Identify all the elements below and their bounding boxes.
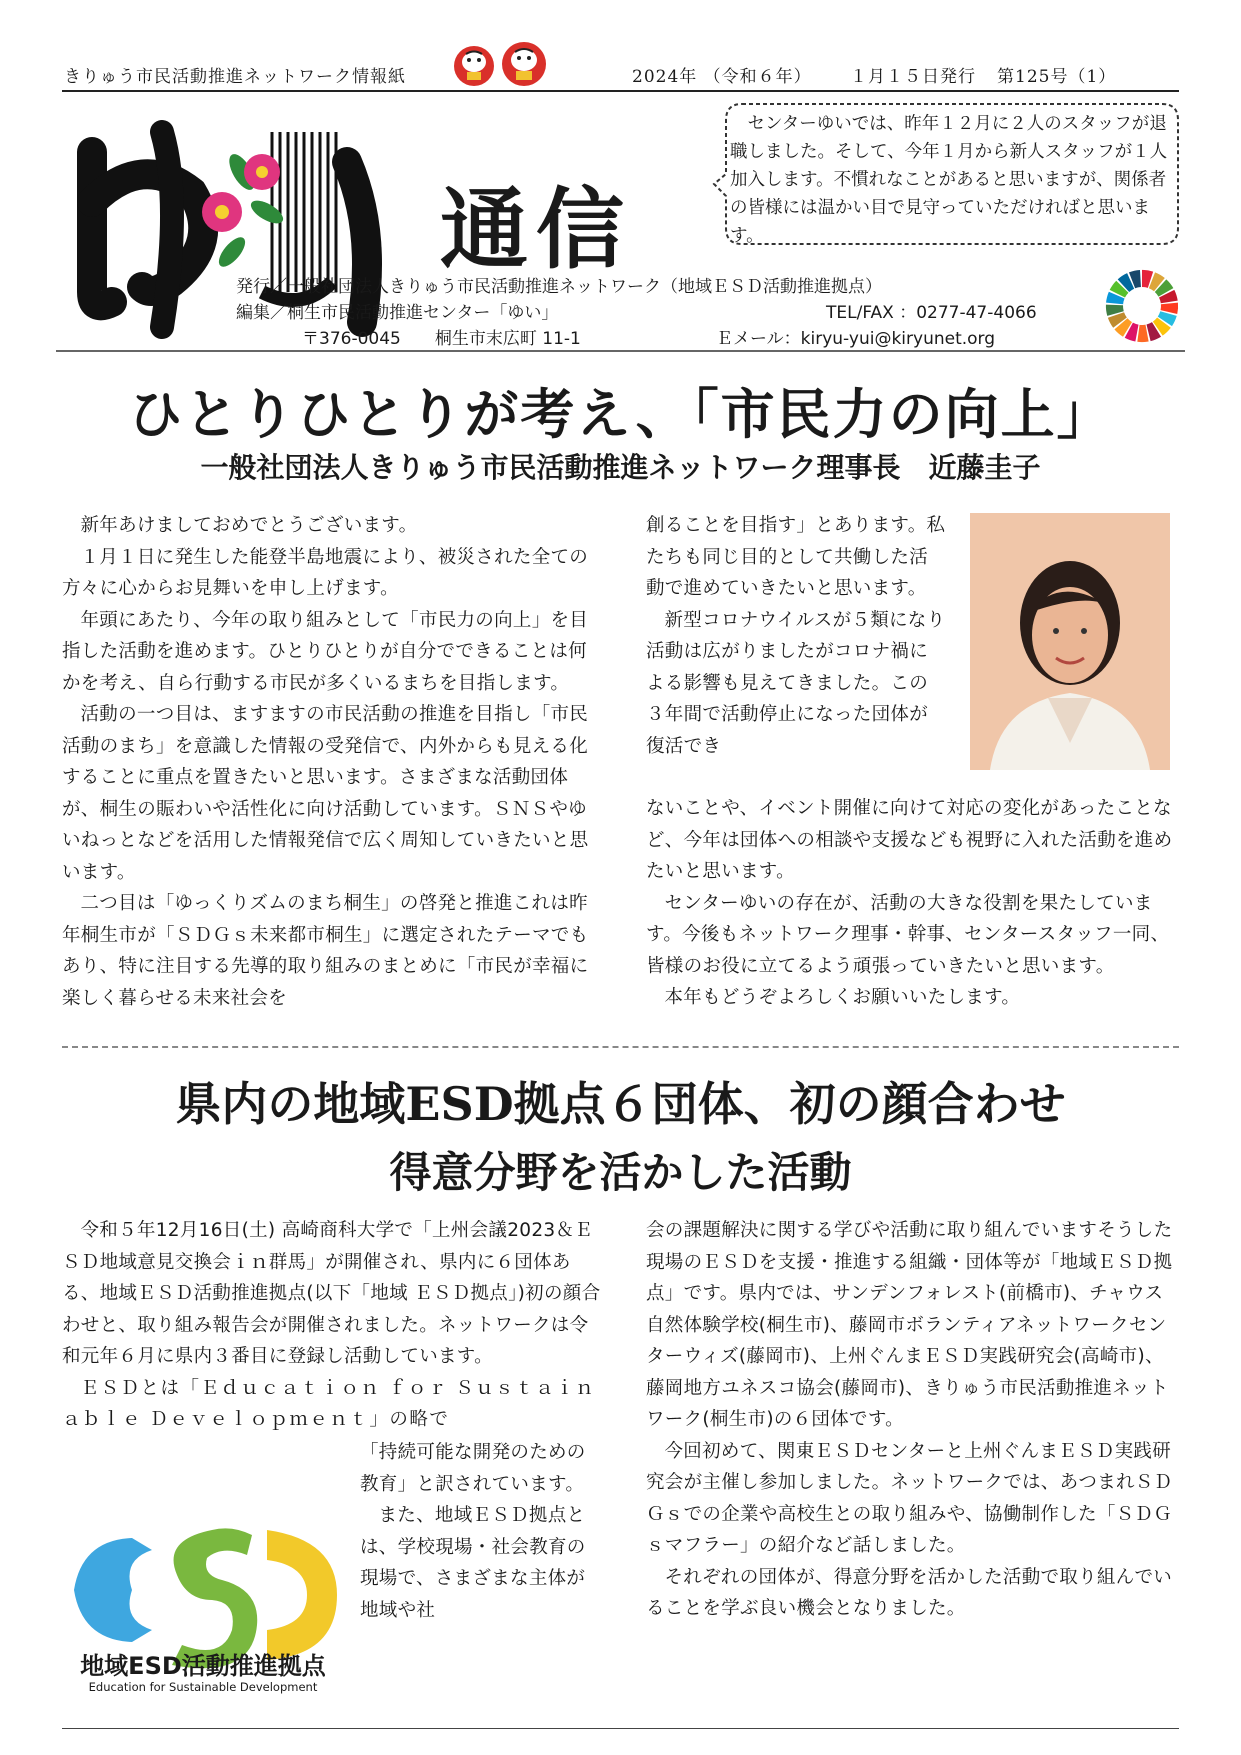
- paragraph: また、地域ＥＳＤ拠点とは、学校現場・社会教育の現場で、さまざまな主体が地域や社: [360, 1505, 586, 1621]
- paragraph: ないことや、イベント開催に向けて対応の変化があったことなど、今年は団体への相談や支援なども視野に入れた活動を進めたいと思います。: [646, 798, 1173, 882]
- article2-right-column: [646, 1215, 1180, 1625]
- issue-number: 第125号（1）: [997, 67, 1117, 87]
- editor: 編集／桐生市民活動推進センター「ゆい」: [236, 303, 559, 323]
- masthead-top-strip: [62, 58, 1179, 92]
- daruma-icon: [442, 40, 562, 88]
- paragraph: 新年あけましておめでとうございます。: [80, 515, 418, 536]
- issuer: 発行／一般社団法人きりゅう市民活動推進ネットワーク（地域ＥＳＤ活動推進拠点）: [236, 277, 882, 297]
- paragraph: １月１日に発生した能登半島地震により、被災された全ての方々に心からお見舞いを申し上げます。: [62, 546, 589, 599]
- issue-year: 2024年 （令和６年）: [632, 67, 812, 87]
- article1-right-column-bottom: [646, 793, 1180, 1014]
- esd-logo-title: 地域ESD活動推進拠点: [80, 1652, 326, 1680]
- paragraph: 本年もどうぞよろしくお願いいたします。: [664, 987, 1021, 1008]
- notice-text: センターゆいでは、昨年１２月に２人のスタッフが退職しました。そして、今年１月から新人スタッフが１人加入します。不慣れなことがあると思いますが、関係者の皆様には温かい目で見守っていただければと思います。: [730, 114, 1168, 246]
- email: Ｅメール：kiryu-yui@kiryunet.org: [716, 329, 996, 349]
- paper-name: きりゅう市民活動推進ネットワーク情報紙: [64, 67, 406, 87]
- chairperson-photo: [970, 513, 1170, 770]
- paragraph: 活動の一つ目は、ますますの市民活動の推進を目指し「市民活動のまち」を意識した情報の受発信で、内外からも見える化することに重点を置きたいと思います。さまざまな活動団体が、桐生の賑わいや活性化に向け活動しています。ＳＮＳやゆいねっとなどを活用した情報発信で広く周知していきたいと思います。: [62, 704, 589, 883]
- article-divider: [62, 1046, 1179, 1048]
- article1-left-column: [62, 510, 602, 1014]
- paragraph: 新型コロナウイルスが５類になり活動は広がりましたがコロナ禍による影響も見えてきました。この３年間で活動停止になった団体が復活でき: [646, 609, 946, 757]
- paragraph: 会の課題解決に関する学びや活動に取り組んでいますそうした現場のＥＳＤを支援・推進する組織・団体等が「地域ＥＳＤ拠点」です。県内では、サンデンフォレスト(前橋市)、チャウス自然体験学校(桐生市)、藤岡市ボランティアネットワークセンターウィズ(藤岡市)、上州ぐんまＥＳＤ実践研究会(高崎市)、藤岡地方ユネスコ協会(藤岡市)、きりゅう市民活動推進ネットワーク(桐生市)の６団体です。: [646, 1220, 1173, 1430]
- tel-fax: TEL/FAX ：0277-47-4066: [826, 303, 1037, 323]
- paragraph: それぞれの団体が、得意分野を活かした活動で取り組んでいることを学ぶ良い機会となりました。: [646, 1566, 1173, 1619]
- bottom-rule: [62, 1728, 1179, 1729]
- paragraph: 「持続可能な開発のための教育」と訳されています。: [360, 1442, 586, 1495]
- address: 〒376-0045 桐生市末広町 11-1: [302, 329, 581, 349]
- paragraph: センターゆいの存在が、活動の大きな役割を果たしています。今後もネットワーク理事・幹事、センタースタッフ一同、皆様のお役に立てるよう頑張っていきたいと思います。: [646, 892, 1170, 977]
- paragraph: 令和５年12月16日(土) 高崎商科大学で「上州会議2023＆ＥＳＤ地域意見交換会ｉｎ群馬」が開催され、県内に６団体ある、地域ＥＳＤ活動推進拠点(以下「地域 ＥＳＤ拠点」)初の顔合わせと、取り組み報告会が開催されました。ネットワークは令和元年６月に県内３番目に登録し活動しています。: [62, 1220, 601, 1367]
- paragraph: 創ることを目指す」とあります。私たちも同じ目的として共働した活動で進めていきたいと思います。: [646, 515, 946, 599]
- article1-right-column-top: [646, 510, 946, 762]
- article2-left-column: [62, 1215, 602, 1436]
- article2-subheadline: 得意分野を活かした活動: [389, 1148, 852, 1197]
- esd-logo-subtitle: Education for Sustainable Development: [88, 1680, 318, 1694]
- paragraph: 今回初めて、関東ＥＳＤセンターと上州ぐんまＥＳＤ実践研究会が主催し参加しました。ネットワークでは、あつまれＳＤＧｓでの企業や高校生との取り組みや、協働制作した「ＳＤＧｓマフラー」の紹介など話しました。: [646, 1440, 1173, 1556]
- paragraph: 年頭にあたり、今年の取り組みとして「市民力の向上」を目指した活動を進めます。ひとりひとりが自分でできることは何かを考え、自ら行動する市民が多くいるまちを目指します。: [62, 609, 589, 694]
- paragraph: 二つ目は「ゆっくりズムのまち桐生」の啓発と推進これは昨年桐生市が「ＳＤＧｓ未来都市桐生」に選定されたテーマでもあり、特に注目する先導的取り組みのまとめに「市民が幸福に楽しく暮らせる未来社会を: [62, 893, 589, 1009]
- issue-date: １月１５日発行: [850, 67, 976, 87]
- paragraph: ＥＳＤとは「Ｅｄｕｃａｔｉｏｎ ｆｏｒ Ｓｕｓｔａｉｎａｂｌｅ Ｄｅｖｅｌｏｐｍｅｎｔ」の略で: [62, 1377, 596, 1430]
- sdgs-wheel-icon: [1104, 268, 1180, 344]
- newsletter-title: 通信: [440, 178, 633, 281]
- article2-left-narrow-column: [360, 1437, 588, 1626]
- sdgs-wheel-segment: [1137, 325, 1148, 342]
- masthead-divider: [56, 350, 1185, 352]
- article1-byline: 一般社団法人きりゅう市民活動推進ネットワーク理事長 近藤圭子: [200, 451, 1041, 484]
- article1-headline: ひとりひとりが考え、「市民力の向上」: [128, 382, 1113, 446]
- article2-headline: 県内の地域ESD拠点６団体、初の顔合わせ: [175, 1077, 1066, 1131]
